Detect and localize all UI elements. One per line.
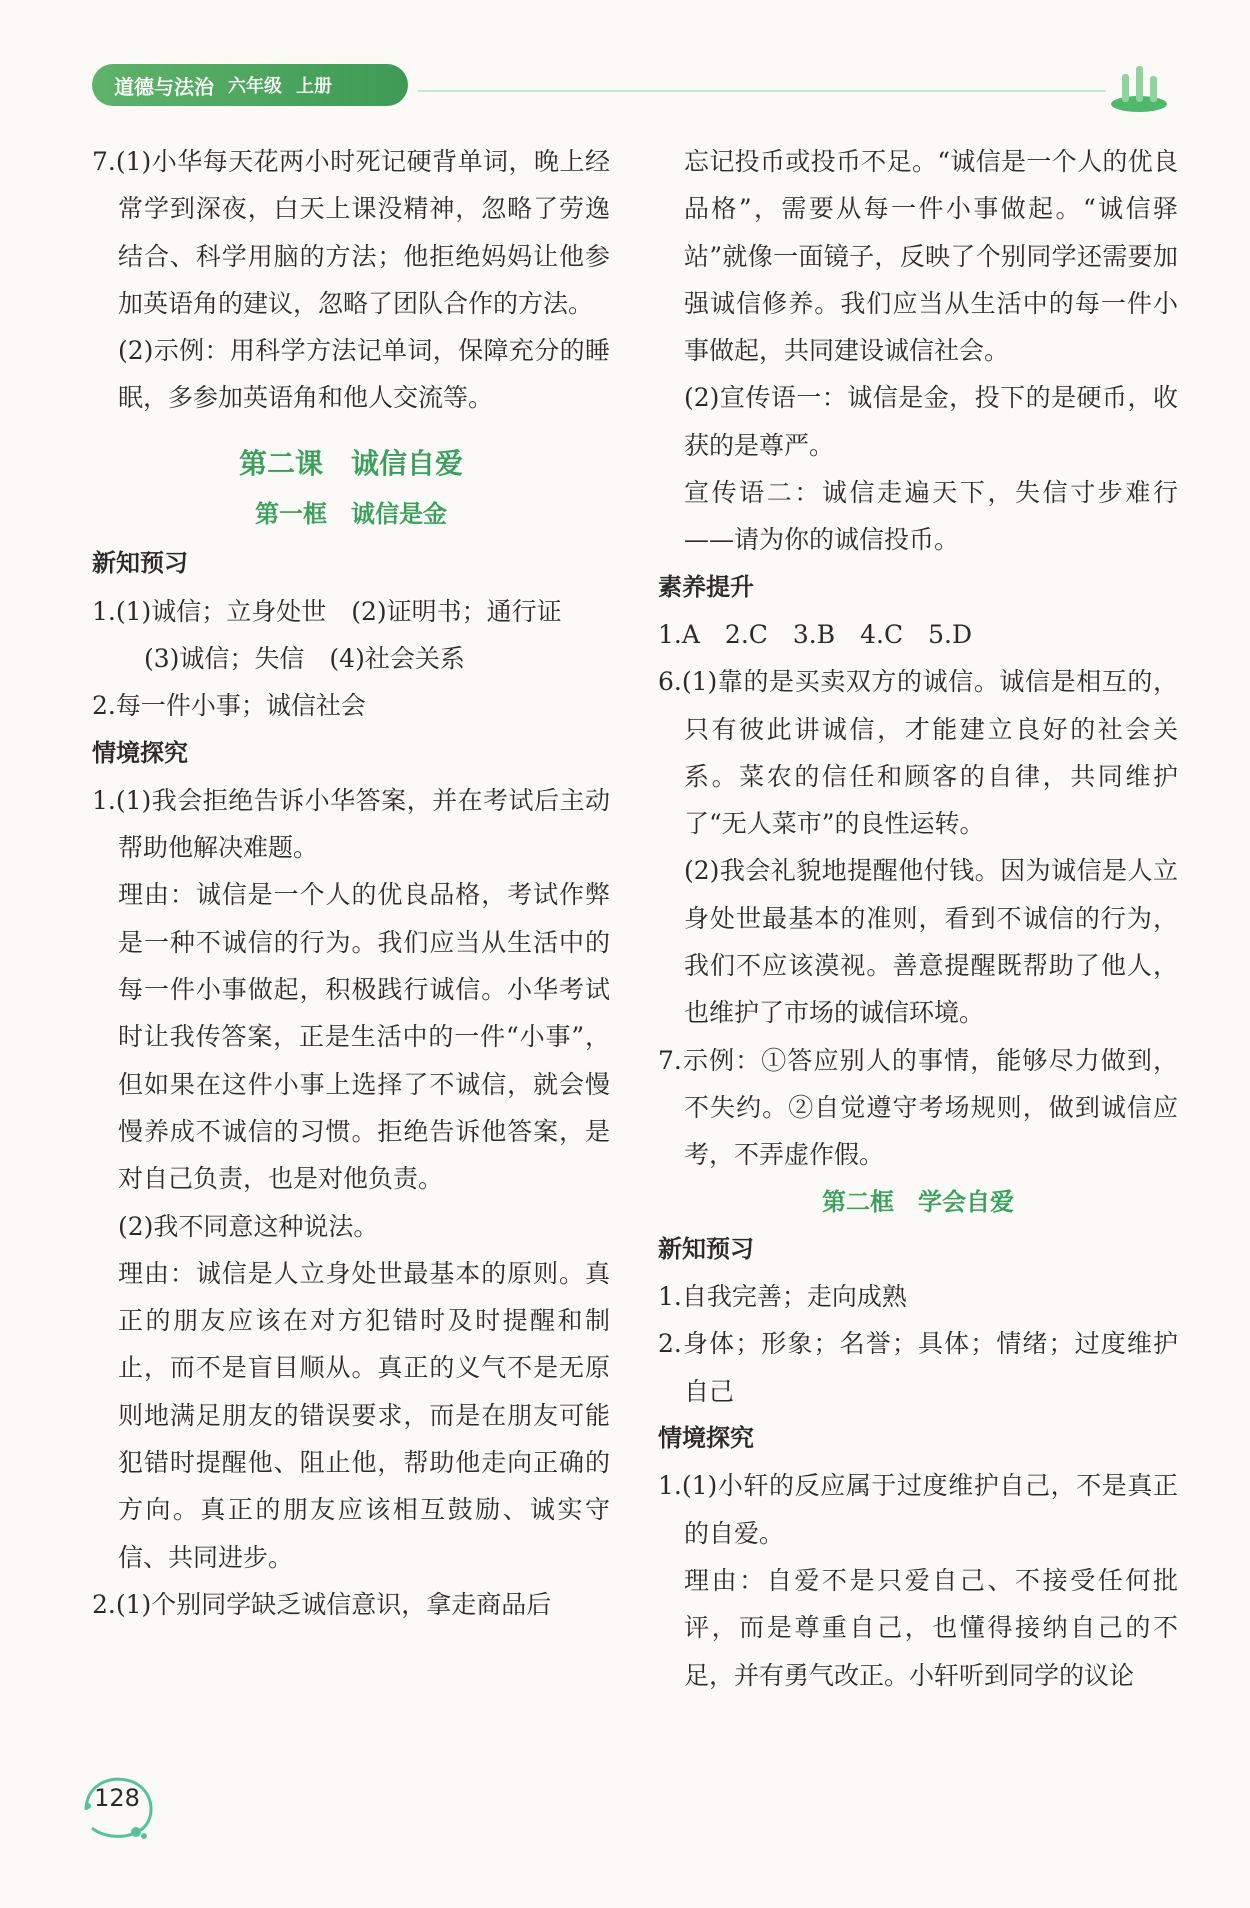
preview-answer: 1.(1)诚信；立身处世 (2)证明书；通行证 — [92, 596, 562, 626]
preview-answer: 2.每一件小事；诚信社会 — [92, 691, 366, 721]
slogan-answer: (2)宣传语一：诚信是金，投下的是硬币，收获的是尊严。 — [684, 383, 1178, 460]
answer-q7-1: 7.(1)小华每天花两小时死记硬背单词，晚上经常学到深夜，白天上课没精神，忽略了劳逸结合、科学用脑的方法；他拒绝妈妈让他参加英语角的建议，忽略了团队合作的方法。 — [92, 147, 610, 318]
answer-q7-2: (2)示例：用科学方法记单词，保障充分的睡眠，多参加英语角和他人交流等。 — [118, 336, 610, 413]
answer-q6-1: 6.(1)靠的是买卖双方的诚信。诚信是相互的，只有彼此讲诚信，才能建立良好的社会关系。菜农的信任和顾客的自律，共同维护了“无人菜市”的良性运转。 — [658, 667, 1178, 839]
preview-answer: 2.身体；形象；名誉；具体；情绪；过度维护自己 — [658, 1329, 1178, 1406]
running-header — [92, 64, 408, 106]
header-grade: 六年级 — [228, 76, 282, 97]
answer-q6-2: (2)我会礼貌地提醒他付钱。因为诚信是人立身处世最基本的准则，看到不诚信的行为，我们不应该漠视。善意提醒既帮助了他人，也维护了市场的诚信环境。 — [684, 856, 1178, 1028]
explore-answer: 1.(1)我会拒绝告诉小华答案，并在考试后主动帮助他解决难题。 — [92, 785, 610, 863]
choice-answers: 1.A 2.C 3.B 4.C 5.D — [658, 619, 972, 649]
header-rule — [418, 90, 1106, 92]
section-heading: 情境探究 — [658, 1424, 754, 1453]
page-number: 128 — [94, 1784, 140, 1812]
explore-answer-continued: 忘记投币或投币不足。“诚信是一个人的优良品格”，需要从每一件小事做起。“诚信驿站”就像一面镜子，反映了个别同学还需要加强诚信修养。我们应当从生活中的每一件小事做起，共同建设诚信社会。 — [684, 147, 1178, 366]
slogan-answer: 宣传语二：诚信走遍天下，失信寸步难行——请为你的诚信投币。 — [684, 478, 1178, 555]
explore-reason: 理由：诚信是一个人的优良品格，考试作弊是一种不诚信的行为。我们应当从生活中的每一件小事做起，积极践行诚信。小华考试时让我传答案，正是生活中的一件“小事”，但如果在这件小事上选择了不诚信，就会慢慢养成不诚信的习惯。拒绝告诉他答案，是对自己负责，也是对他负责。 — [118, 880, 610, 1194]
preview-answer: (3)诚信；失信 (4)社会关系 — [144, 643, 465, 673]
explore-reason: 理由：诚信是人立身处世最基本的原则。真正的朋友应该在对方犯错时及时提醒和制止，而不是盲目顺从。真正的义气不是无原则地满足朋友的错误要求，而是在朋友可能犯错时提醒他、阻止他，帮助他走向正确的方向。真正的朋友应该相互鼓励、诚实守信、共同进步。 — [118, 1258, 610, 1572]
lesson-title: 第二课 诚信自爱 — [238, 446, 463, 480]
explore-answer: 1.(1)小轩的反应属于过度维护自己，不是真正的自爱。 — [658, 1471, 1178, 1548]
header-volume: 上册 — [296, 76, 332, 97]
left-column — [92, 138, 610, 1628]
header-subject: 道德与法治 — [114, 74, 214, 99]
section-heading: 素养提升 — [658, 572, 754, 601]
section-heading: 情境探究 — [92, 738, 188, 767]
preview-answer: 1.自我完善；走向成熟 — [658, 1282, 907, 1312]
flask-decoration-icon — [1108, 58, 1170, 114]
frame-title: 第一框 诚信是金 — [255, 500, 447, 529]
section-heading: 新知预习 — [658, 1234, 754, 1263]
right-column — [658, 138, 1178, 1699]
explore-reason: 理由：自爱不是只爱自己、不接受任何批评，而是尊重自己，也懂得接纳自己的不足，并有勇气改正。小轩听到同学的议论 — [684, 1565, 1178, 1690]
section-heading: 新知预习 — [92, 549, 188, 578]
explore-answer: 2.(1)个别同学缺乏诚信意识，拿走商品后 — [92, 1589, 552, 1619]
frame-title: 第二框 学会自爱 — [822, 1187, 1014, 1216]
explore-answer: (2)我不同意这种说法。 — [118, 1211, 379, 1241]
answer-q7: 7.示例：①答应别人的事情，能够尽力做到，不失约。②自觉遵守考场规则，做到诚信应考，不弄虚作假。 — [658, 1045, 1178, 1170]
